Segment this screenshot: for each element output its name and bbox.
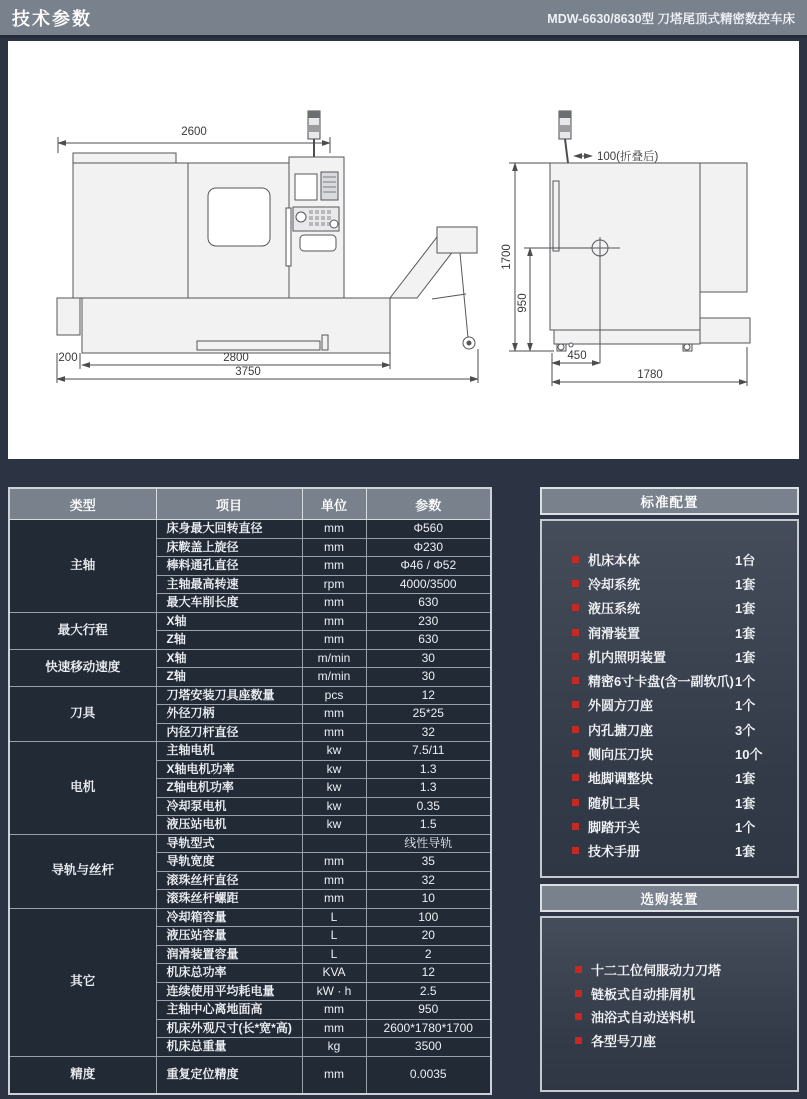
spec-value: 0.35 xyxy=(366,797,491,816)
config-item xyxy=(542,741,797,765)
config-item-name: 十二工位伺服动力刀塔 xyxy=(591,963,722,979)
config-item-qty: 1套 xyxy=(735,649,756,665)
config-item-name: 润滑装置 xyxy=(588,625,641,641)
spec-item: 导轨型式 xyxy=(156,834,302,853)
side-view-drawing xyxy=(501,111,750,386)
spec-value: 32 xyxy=(366,871,491,890)
spec-row xyxy=(9,742,491,761)
column-header-unit: 单位 xyxy=(302,488,366,520)
config-item-name: 精密6寸卡盘(含一副软爪) xyxy=(588,674,734,690)
spec-value: 30 xyxy=(366,649,491,668)
config-item-name: 液压系统 xyxy=(588,601,641,617)
bullet-square-icon xyxy=(572,774,579,781)
config-item-name: 各型号刀座 xyxy=(591,1033,657,1049)
spec-value: 7.5/11 xyxy=(366,742,491,761)
config-item xyxy=(542,766,797,790)
page-title: 技术参数 xyxy=(12,8,92,29)
spec-value: 25*25 xyxy=(366,705,491,724)
spec-value: 1.3 xyxy=(366,779,491,798)
spec-item: 床鞍盖上旋径 xyxy=(156,538,302,557)
spec-value: 3500 xyxy=(366,1038,491,1057)
spec-group-type: 最大行程 xyxy=(9,612,156,649)
config-item-name: 地脚调整块 xyxy=(588,771,654,787)
spec-row xyxy=(9,686,491,705)
bullet-square-icon xyxy=(575,966,582,973)
spec-value: 32 xyxy=(366,723,491,742)
bullet-square-icon xyxy=(572,556,579,563)
spec-unit: kW · h xyxy=(302,982,366,1001)
spec-item: X轴电机功率 xyxy=(156,760,302,779)
config-item-name: 技术手册 xyxy=(588,844,641,860)
spec-unit: kw xyxy=(302,816,366,835)
spec-row xyxy=(9,908,491,927)
spec-item: 液压站容量 xyxy=(156,927,302,946)
spec-unit: kw xyxy=(302,742,366,761)
spec-item: Z轴电机功率 xyxy=(156,779,302,798)
config-item xyxy=(542,958,797,982)
spec-item: 连续使用平均耗电量 xyxy=(156,982,302,1001)
spec-value: 线性导轨 xyxy=(366,834,491,853)
config-item-qty: 10个 xyxy=(735,747,763,763)
config-item-qty: 1台 xyxy=(735,552,756,568)
spec-row xyxy=(9,612,491,631)
spec-item: 床身最大回转直径 xyxy=(156,520,302,539)
dimension-label: 1700 xyxy=(501,244,513,270)
spec-group-type: 刀具 xyxy=(9,686,156,742)
spec-item: 导轨宽度 xyxy=(156,853,302,872)
spec-row xyxy=(9,649,491,668)
spec-unit: mm xyxy=(302,1001,366,1020)
spec-value: 10 xyxy=(366,890,491,909)
spec-value: 630 xyxy=(366,594,491,613)
dimension-label: 3750 xyxy=(235,366,261,378)
spec-unit: rpm xyxy=(302,575,366,594)
spec-table xyxy=(8,487,492,1095)
spec-value: Φ230 xyxy=(366,538,491,557)
bullet-square-icon xyxy=(572,847,579,854)
spec-item: X轴 xyxy=(156,649,302,668)
spec-unit: mm xyxy=(302,871,366,890)
config-item xyxy=(542,547,797,571)
spec-value: 630 xyxy=(366,631,491,650)
standard-config-panel xyxy=(540,519,799,878)
spec-group-type: 其它 xyxy=(9,908,156,1056)
spec-unit: L xyxy=(302,908,366,927)
spec-row xyxy=(9,520,491,539)
bullet-square-icon xyxy=(572,580,579,587)
spec-item: 棒料通孔直径 xyxy=(156,557,302,576)
front-view-drawing xyxy=(57,111,478,383)
config-item-qty: 1套 xyxy=(735,771,756,787)
dimension-label: 200 xyxy=(58,352,78,364)
spec-item: 主轴最高转速 xyxy=(156,575,302,594)
spec-table-body xyxy=(9,520,491,1095)
spec-item: 主轴中心离地面高 xyxy=(156,1001,302,1020)
config-item-qty: 3个 xyxy=(735,722,756,738)
column-header-item: 项目 xyxy=(156,488,302,520)
spec-group-type: 快速移动速度 xyxy=(9,649,156,686)
spec-unit: mm xyxy=(302,723,366,742)
spec-item: 内径刀杆直径 xyxy=(156,723,302,742)
spec-item: 润滑装置容量 xyxy=(156,945,302,964)
column-header-value: 参数 xyxy=(366,488,491,520)
spec-unit: L xyxy=(302,945,366,964)
spec-unit: kw xyxy=(302,779,366,798)
bullet-square-icon xyxy=(572,726,579,733)
config-item xyxy=(542,982,797,1006)
spec-item: 最大车削长度 xyxy=(156,594,302,613)
config-item-name: 内孔搪刀座 xyxy=(588,722,654,738)
spec-unit: KVA xyxy=(302,964,366,983)
dimension-label: 100(折叠后) xyxy=(597,151,659,163)
config-item-qty: 1个 xyxy=(735,819,756,835)
machine-model-label: MDW-6630/8630型 刀塔尾顶式精密数控车床 xyxy=(547,11,795,26)
spec-unit: mm xyxy=(302,705,366,724)
spec-unit: kg xyxy=(302,1038,366,1057)
column-header-type: 类型 xyxy=(9,488,156,520)
config-item xyxy=(542,596,797,620)
spec-unit: m/min xyxy=(302,668,366,687)
spec-unit xyxy=(302,834,366,853)
spec-value: 1.3 xyxy=(366,760,491,779)
spec-row xyxy=(9,1056,491,1094)
spec-item: 液压站电机 xyxy=(156,816,302,835)
spec-value: 2.5 xyxy=(366,982,491,1001)
spec-item: 刀塔安装刀具座数量 xyxy=(156,686,302,705)
spec-item: 冷却箱容量 xyxy=(156,908,302,927)
spec-value: 1.5 xyxy=(366,816,491,835)
dimension-label: 2600 xyxy=(181,126,207,138)
spec-item: 机床外观尺寸(长*宽*高) xyxy=(156,1019,302,1038)
config-item-name: 脚踏开关 xyxy=(588,819,641,835)
config-item-name: 外圆方刀座 xyxy=(588,698,654,714)
spec-unit: mm xyxy=(302,538,366,557)
spec-value: 230 xyxy=(366,612,491,631)
config-item-name: 链板式自动排屑机 xyxy=(591,986,696,1002)
spec-unit: pcs xyxy=(302,686,366,705)
config-item xyxy=(542,668,797,692)
bullet-square-icon xyxy=(572,701,579,708)
spec-value: 30 xyxy=(366,668,491,687)
config-item xyxy=(542,839,797,863)
config-item-qty: 1套 xyxy=(735,601,756,617)
spec-value: Φ560 xyxy=(366,520,491,539)
spec-value: 2 xyxy=(366,945,491,964)
spec-value: 2600*1780*1700 xyxy=(366,1019,491,1038)
dimension-label: 450 xyxy=(567,350,587,362)
bullet-square-icon xyxy=(572,604,579,611)
spec-item: 滚珠丝杆螺距 xyxy=(156,890,302,909)
config-item-qty: 1套 xyxy=(735,844,756,860)
bullet-square-icon xyxy=(575,1037,582,1044)
spec-item: 机床总重量 xyxy=(156,1038,302,1057)
spec-value: 950 xyxy=(366,1001,491,1020)
standard-config-header xyxy=(540,487,799,515)
config-item xyxy=(542,717,797,741)
bullet-square-icon xyxy=(575,1013,582,1020)
spec-value: 20 xyxy=(366,927,491,946)
config-item xyxy=(542,571,797,595)
spec-item: 冷却泵电机 xyxy=(156,797,302,816)
config-item-name: 冷却系统 xyxy=(588,576,641,592)
bullet-square-icon xyxy=(575,990,582,997)
spec-unit: mm xyxy=(302,557,366,576)
config-item-name: 机内照明装置 xyxy=(588,649,667,665)
spec-value: 12 xyxy=(366,964,491,983)
spec-table-header-row xyxy=(9,488,491,520)
spec-value: 100 xyxy=(366,908,491,927)
spec-unit: kw xyxy=(302,760,366,779)
config-item xyxy=(542,1029,797,1053)
bullet-square-icon xyxy=(572,677,579,684)
standard-config-title: 标准配置 xyxy=(640,495,699,510)
spec-value: Φ46 / Φ52 xyxy=(366,557,491,576)
spec-item: 主轴电机 xyxy=(156,742,302,761)
spec-value: 12 xyxy=(366,686,491,705)
config-item-name: 机床本体 xyxy=(588,552,641,568)
config-item-qty: 1个 xyxy=(735,674,756,690)
spec-unit: L xyxy=(302,927,366,946)
spec-unit: mm xyxy=(302,520,366,539)
config-item xyxy=(542,693,797,717)
spec-unit: mm xyxy=(302,853,366,872)
config-item-qty: 1套 xyxy=(735,795,756,811)
config-item-name: 油浴式自动送料机 xyxy=(591,1010,696,1026)
spec-item: Z轴 xyxy=(156,631,302,650)
spec-value: 4000/3500 xyxy=(366,575,491,594)
spec-item: X轴 xyxy=(156,612,302,631)
spec-unit: m/min xyxy=(302,649,366,668)
bullet-square-icon xyxy=(572,799,579,806)
spec-unit: mm xyxy=(302,631,366,650)
config-item-qty: 1套 xyxy=(735,576,756,592)
bullet-square-icon xyxy=(572,750,579,757)
spec-item: 重复定位精度 xyxy=(156,1056,302,1094)
spec-item: 外径刀柄 xyxy=(156,705,302,724)
config-item xyxy=(542,620,797,644)
spec-unit: mm xyxy=(302,1019,366,1038)
spec-value: 35 xyxy=(366,853,491,872)
spec-group-type: 导轨与丝杆 xyxy=(9,834,156,908)
spec-value: 0.0035 xyxy=(366,1056,491,1094)
bullet-square-icon xyxy=(572,629,579,636)
optional-config-title: 选购装置 xyxy=(640,892,699,907)
spec-item: 机床总功率 xyxy=(156,964,302,983)
spec-unit: mm xyxy=(302,594,366,613)
config-item xyxy=(542,1005,797,1029)
config-item xyxy=(542,644,797,668)
config-item-name: 侧向压刀块 xyxy=(588,747,654,763)
spec-item: 滚珠丝杆直径 xyxy=(156,871,302,890)
bullet-square-icon xyxy=(572,823,579,830)
optional-config-header xyxy=(540,884,799,912)
config-item xyxy=(542,814,797,838)
config-item-name: 随机工具 xyxy=(588,795,641,811)
spec-item: Z轴 xyxy=(156,668,302,687)
page-header xyxy=(0,0,807,38)
spec-unit: kw xyxy=(302,797,366,816)
config-item-qty: 1套 xyxy=(735,625,756,641)
drawing-panel xyxy=(8,41,799,459)
config-item-qty: 1个 xyxy=(735,698,756,714)
spec-group-type: 电机 xyxy=(9,742,156,835)
spec-group-type: 主轴 xyxy=(9,520,156,613)
spec-unit: mm xyxy=(302,1056,366,1094)
dimension-label: 1780 xyxy=(637,369,663,381)
dimension-label: 950 xyxy=(517,293,529,313)
spec-unit: mm xyxy=(302,612,366,631)
machine-drawings xyxy=(8,41,799,459)
config-item xyxy=(542,790,797,814)
dimension-label: 2800 xyxy=(223,352,249,364)
bullet-square-icon xyxy=(572,653,579,660)
spec-unit: mm xyxy=(302,890,366,909)
spec-group-type: 精度 xyxy=(9,1056,156,1094)
optional-config-panel xyxy=(540,916,799,1092)
spec-row xyxy=(9,834,491,853)
